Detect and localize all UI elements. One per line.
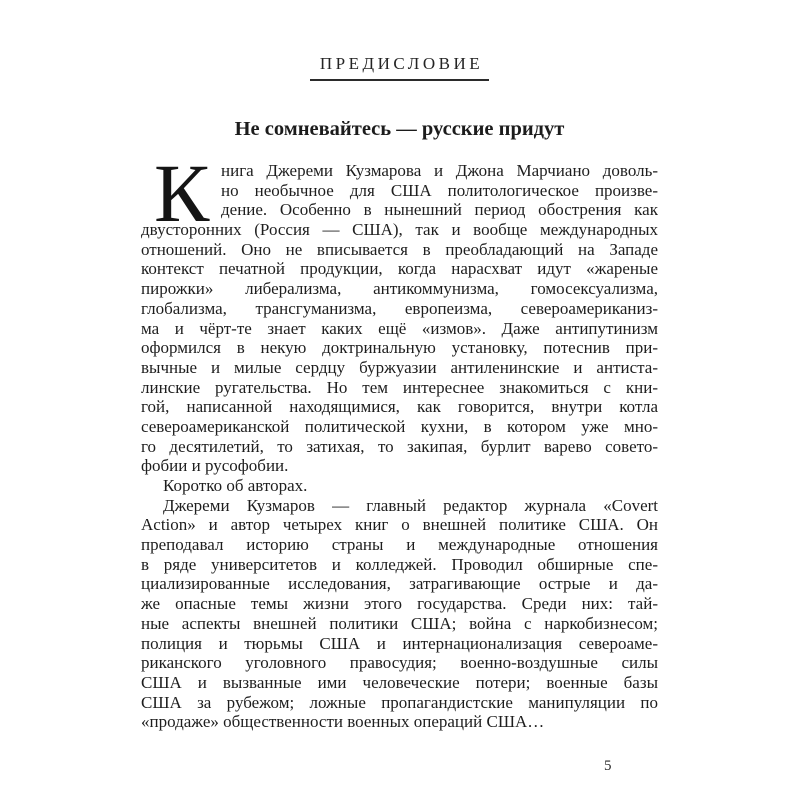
text-line: ные аспекты внешней политики США; война с наркобизнесом; [141, 613, 658, 633]
text-line: Коротко об авторах. [163, 476, 308, 495]
text-line: оформился в некую доктринальную установку, потеснив при- [141, 338, 658, 358]
text-line: риканского уголовного правосудия; военно-воздушные силы [141, 653, 658, 673]
drop-cap-letter: К [154, 147, 210, 239]
text-line: нига Джереми Кузмарова и Джона Марчиано доволь- [221, 161, 658, 180]
text-line: Джереми Кузмаров — главный редактор журнала «Covert [163, 495, 658, 515]
text-line: вычные и милые сердцу буржуазии антиленинские и антиста- [141, 357, 658, 377]
running-head [141, 54, 658, 81]
paragraph [141, 476, 658, 496]
text-line: «продаже» общественности военных операций США… [141, 712, 545, 732]
text-line: же опасные темы жизни этого государства. Среди них: тай- [141, 594, 658, 614]
text-line: ма и чёрт-те знает каких ещё «измов». Даже антипутинизм [141, 318, 658, 338]
text-line: США и вызванные ими человеческие потери; военные базы [141, 672, 658, 692]
paragraph [141, 496, 658, 732]
text-line: контекст печатной продукции, когда нарасхват идут «жареные [141, 259, 658, 279]
text-line: США за рубежом; ложные пропагандистские манипуляции по [141, 692, 658, 712]
text-line: дение. Особенно в нынешний период обострения как [221, 200, 658, 220]
text-line: двусторонних (Россия — США), так и вообще международных [141, 220, 658, 240]
text-line: го десятилетий, то затихая, то закипая, бурлит варево совето- [141, 436, 658, 456]
text-line: Action» и автор четырех книг о внешней политике США. Он [141, 515, 658, 535]
text-line: гой, написанной находящимися, как говорится, внутри котла [141, 397, 658, 417]
paragraph [141, 147, 658, 476]
running-head-label: ПРЕДИСЛОВИЕ [310, 54, 489, 81]
text-line: полиция и тюрьмы США и интернационализация североаме- [141, 633, 658, 653]
body-text [141, 147, 658, 732]
text-line: отношений. Оно не вписывается в преобладающий на Западе [141, 239, 658, 259]
text-line: глобализма, трансгуманизма, европеизма, североамериканиз- [141, 298, 658, 318]
text-line: но необычное для США политологическое произве- [221, 180, 658, 200]
text-line: пирожки» либерализма, антикоммунизма, гомосексуализма, [141, 279, 658, 299]
text-line: фобии и русофобии. [141, 456, 289, 476]
text-line: в ряде университетов и колледжей. Проводил обширные спе- [141, 554, 658, 574]
text-line: циализированные исследования, затрагивающие острые и да- [141, 574, 658, 594]
text-line: линские ругательства. Но тем интереснее знакомиться с кни- [141, 377, 658, 397]
page-number: 5 [604, 758, 612, 774]
text-line: североамериканской политической кухни, в котором уже мно- [141, 416, 658, 436]
page-title: Не сомневайтесь — русские придут [234, 118, 565, 140]
text-line: преподавал историю страны и международные отношения [141, 535, 658, 555]
